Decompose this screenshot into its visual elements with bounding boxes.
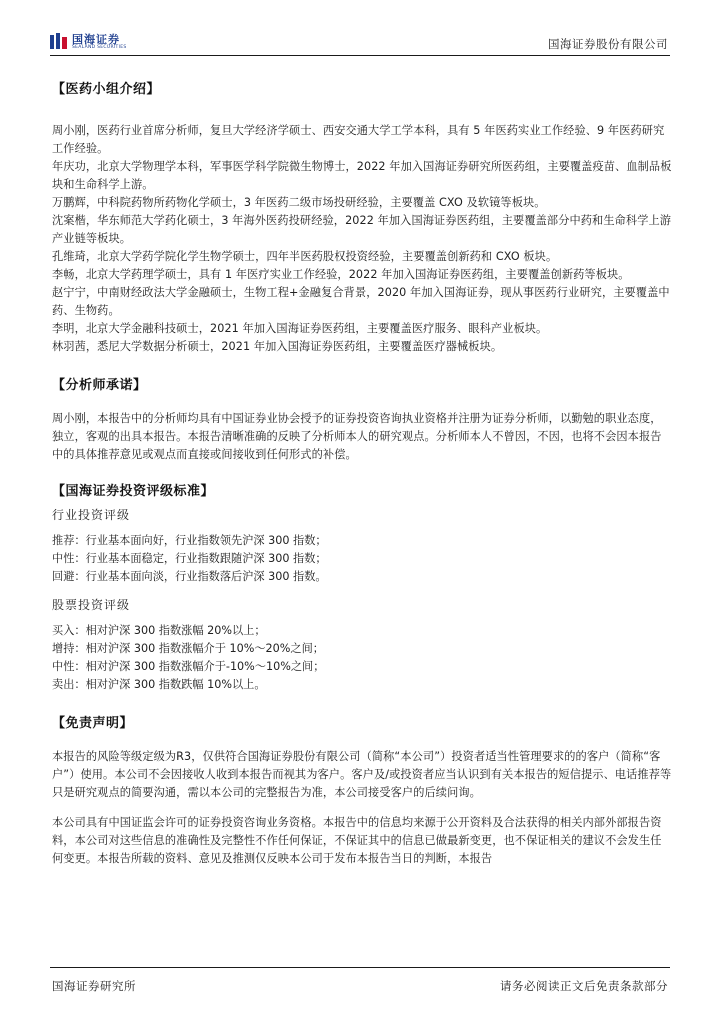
team-member-list xyxy=(52,122,672,356)
page-footer xyxy=(50,967,670,998)
industry-rating-item: 推荐：行业基本面向好，行业指数领先沪深 300 指数； xyxy=(52,534,327,547)
disclaimer-paragraph: 本公司具有中国证监会许可的证券投资咨询业务资格。本报告中的信息均来源于公开资料及合法获得的相关内部外部报告资料，本公司对这些信息的准确性及完整性不作任何保证，不保证其中的信息已做最新变更，也不保证相关的建议不会发生任何变更。本报告所载的资料、意见及推测仅反映本公司于发布本报告当日的判断，本报告 xyxy=(52,816,662,865)
industry-rating-item: 回避：行业基本面向淡，行业指数落后沪深 300 指数。 xyxy=(52,570,327,583)
stock-rating-list xyxy=(52,622,672,694)
rating-section-title: 【国海证券投资评级标准】 xyxy=(52,484,215,499)
stock-rating-item: 增持：相对沪深 300 指数涨幅介于 10%～20%之间； xyxy=(52,642,324,655)
stock-rating-item: 卖出：相对沪深 300 指数跌幅 10%以上。 xyxy=(52,678,266,691)
page-header xyxy=(50,30,670,56)
team-member: 赵宁宁，中南财经政法大学金融硕士，生物工程+金融复合背景，2020 年加入国海证券，现从事医药行业研究，主要覆盖中药、生物药。 xyxy=(52,286,670,317)
team-member: 沈案楷，华东师范大学药化硕士，3 年海外医药投研经验，2022 年加入国海证券医药组，主要覆盖部分中药和生命科学上游产业链等板块。 xyxy=(52,214,672,245)
team-member: 周小刚，医药行业首席分析师，复旦大学经济学硕士、西安交通大学工学本科，具有 5 年医药实业工作经验、9 年医药研究工作经验。 xyxy=(52,124,665,155)
logo-chinese-text: 国海证券 xyxy=(72,32,120,46)
stock-rating-item: 买入：相对沪深 300 指数涨幅 20%以上； xyxy=(52,624,266,637)
header-company-name: 国海证券股份有限公司 xyxy=(548,37,668,51)
logo-mark-icon xyxy=(50,33,68,51)
logo-english-text: SEALAND SECURITIES xyxy=(72,44,127,50)
team-member: 李畅，北京大学药理学硕士，具有 1 年医疗实业工作经验，2022 年加入国海证券医药组，主要覆盖创新药等板块。 xyxy=(52,268,630,281)
disclaimer-section-title: 【免责声明】 xyxy=(52,716,134,731)
company-logo xyxy=(50,32,127,52)
industry-rating-list xyxy=(52,532,672,586)
team-section-title: 【医药小组介绍】 xyxy=(52,82,161,97)
industry-rating-item: 中性：行业基本面稳定，行业指数跟随沪深 300 指数； xyxy=(52,552,327,565)
industry-rating-title: 行业投资评级 xyxy=(52,508,131,522)
footer-institute: 国海证券研究所 xyxy=(52,979,136,993)
disclaimer-paragraph: 本报告的风险等级定级为R3，仅供符合国海证券股份有限公司（简称“本公司”）投资者适当性管理要求的的客户（简称“客户”）使用。本公司不会因接收人收到本报告而视其为客户。客户及/或投资者应当认识到有关本报告的短信提示、电话推荐等只是研究观点的简要沟通，需以本公司的完整报告为准，本公司接受客户的后续问询。 xyxy=(52,750,672,799)
stock-rating-item: 中性：相对沪深 300 指数涨幅介于-10%～10%之间； xyxy=(52,660,325,673)
report-body xyxy=(52,78,672,868)
team-member: 林羽茜，悉尼大学数据分析硕士，2021 年加入国海证券医药组，主要覆盖医疗器械板块。 xyxy=(52,340,503,353)
commitment-section-title: 【分析师承诺】 xyxy=(52,378,147,393)
footer-disclaimer-notice: 请务必阅读正文后免责条款部分 xyxy=(500,979,668,993)
team-member: 年庆功，北京大学物理学本科，军事医学科学院微生物博士，2022 年加入国海证券研究所医药组，主要覆盖疫苗、血制品板块和生命科学上游。 xyxy=(52,160,672,191)
team-member: 万鹏辉，中科院药物所药物化学硕士，3 年医药二级市场投研经验，主要覆盖 CXO 及软镜等板块。 xyxy=(52,196,546,209)
team-member: 孔维琦，北京大学药学院化学生物学硕士，四年半医药股权投资经验，主要覆盖创新药和 CXO 板块。 xyxy=(52,250,558,263)
stock-rating-title: 股票投资评级 xyxy=(52,598,131,612)
team-member: 李明，北京大学金融科技硕士，2021 年加入国海证券医药组，主要覆盖医疗服务、眼科产业板块。 xyxy=(52,322,548,335)
commitment-text: 周小刚，本报告中的分析师均具有中国证券业协会授予的证券投资咨询执业资格并注册为证券分析师，以勤勉的职业态度，独立，客观的出具本报告。本报告清晰准确的反映了分析师本人的研究观点。分析师本人不曾因，不因，也将不会因本报告中的具体推荐意见或观点而直接或间接收到任何形式的补偿。 xyxy=(52,412,662,461)
